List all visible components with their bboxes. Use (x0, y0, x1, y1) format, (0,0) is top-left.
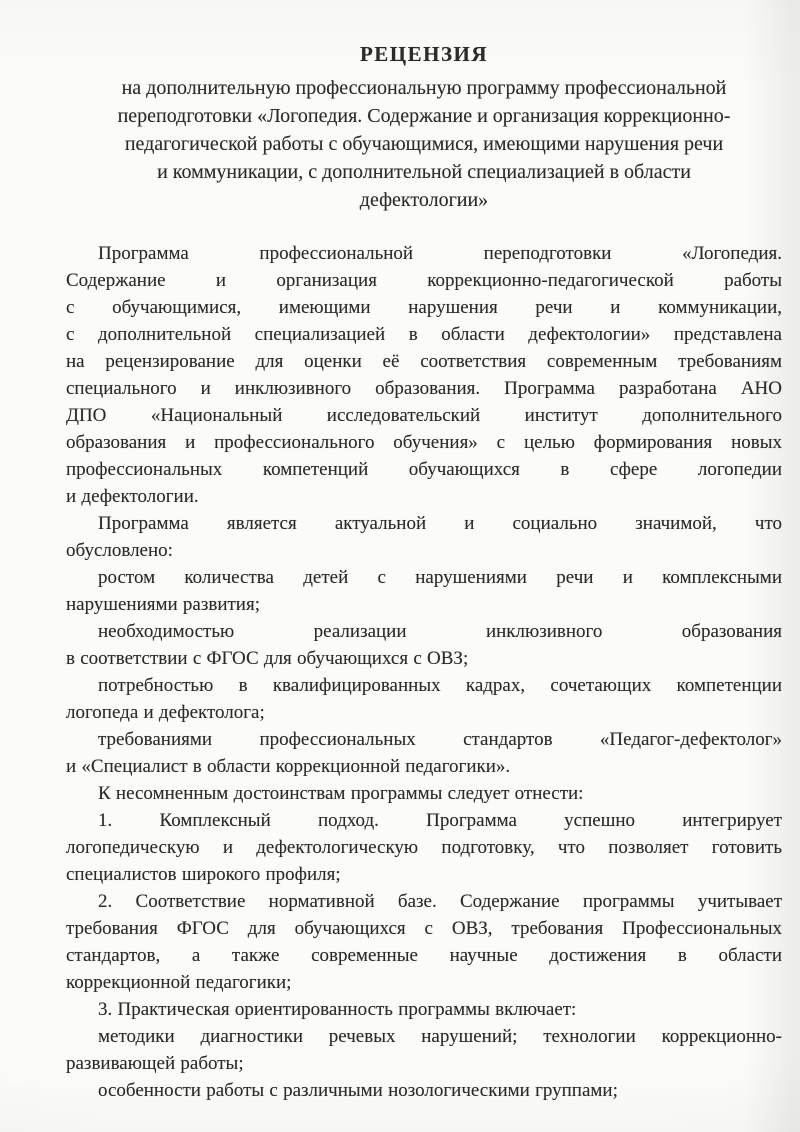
body-line: особенности работы с различными нозологическими группами; (98, 1080, 618, 1101)
body-line: 2. Соответствие нормативной базе. Содержание программы учитывает (98, 891, 782, 912)
body-line: 3. Практическая ориентированность программы включает: (98, 999, 577, 1020)
body-line: методики диагностики речевых нарушений; технологии коррекционно- (98, 1026, 782, 1047)
body-line: стандартов, а также современные научные достижения в области (66, 945, 782, 966)
body-line: ДПО «Национальный исследовательский институт дополнительного (66, 405, 782, 426)
subtitle-line: переподготовки «Логопедия. Содержание и организация коррекционно- (117, 105, 731, 127)
body-line: нарушениями развития; (66, 594, 260, 615)
body-line: потребностью в квалифицированных кадрах, сочетающих компетенции (98, 675, 782, 696)
body-line: коррекционной педагогики; (66, 972, 292, 993)
body-line: необходимостью реализации инклюзивного образования (98, 621, 782, 642)
body-line: и «Специалист в области коррекционной педагогики». (66, 756, 511, 777)
document-content (66, 40, 782, 1104)
body-line: Содержание и организация коррекционно-педагогической работы (66, 270, 782, 291)
document-subtitle (66, 74, 782, 214)
body-line: логопеда и дефектолога; (66, 702, 265, 723)
body-line: требования ФГОС для обучающихся с ОВЗ, требования Профессиональных (66, 918, 782, 939)
body-line: развивающей работы; (66, 1053, 244, 1074)
subtitle-line: на дополнительную профессиональную программу профессиональной (121, 77, 727, 99)
body-line: образования и профессионального обучения» с целью формирования новых (66, 432, 782, 453)
document-title: РЕЦЕНЗИЯ (359, 42, 489, 66)
body-line: 1. Комплексный подход. Программа успешно интегрирует (98, 810, 782, 831)
subtitle-line: и коммуникации, с дополнительной специализацией в области (157, 161, 691, 183)
body-line: специалистов широкого профиля; (66, 864, 341, 885)
body-line: Программа профессиональной переподготовки «Логопедия. (98, 243, 782, 264)
subtitle-line: педагогической работы с обучающимися, имеющими нарушения речи (124, 133, 724, 155)
body-line: специального и инклюзивного образования. Программа разработана АНО (66, 378, 782, 399)
body-line: с дополнительной специализацией в области дефектологии» представлена (66, 324, 782, 345)
body-line: ростом количества детей с нарушениями речи и комплексными (98, 567, 782, 588)
body-line: К несомненным достоинствам программы следует отнести: (98, 783, 584, 804)
body-line: Программа является актуальной и социально значимой, что (98, 513, 782, 534)
body-line: и дефектологии. (66, 486, 199, 507)
body-line: профессиональных компетенций обучающихся в сфере логопедии (66, 459, 782, 480)
body-line: на рецензирование для оценки её соответствия современным требованиям (66, 351, 782, 372)
body-line: логопедическую и дефектологическую подготовку, что позволяет готовить (66, 837, 782, 858)
body-line: требованиями профессиональных стандартов «Педагог-дефектолог» (98, 729, 782, 750)
subtitle-line: дефектологии» (359, 189, 489, 211)
body-line: с обучающимися, имеющими нарушения речи и коммуникации, (66, 297, 782, 318)
document-body (66, 240, 782, 1104)
body-line: в соответствии с ФГОС для обучающихся с ОВЗ; (66, 648, 469, 669)
body-line: обусловлено: (66, 540, 173, 561)
